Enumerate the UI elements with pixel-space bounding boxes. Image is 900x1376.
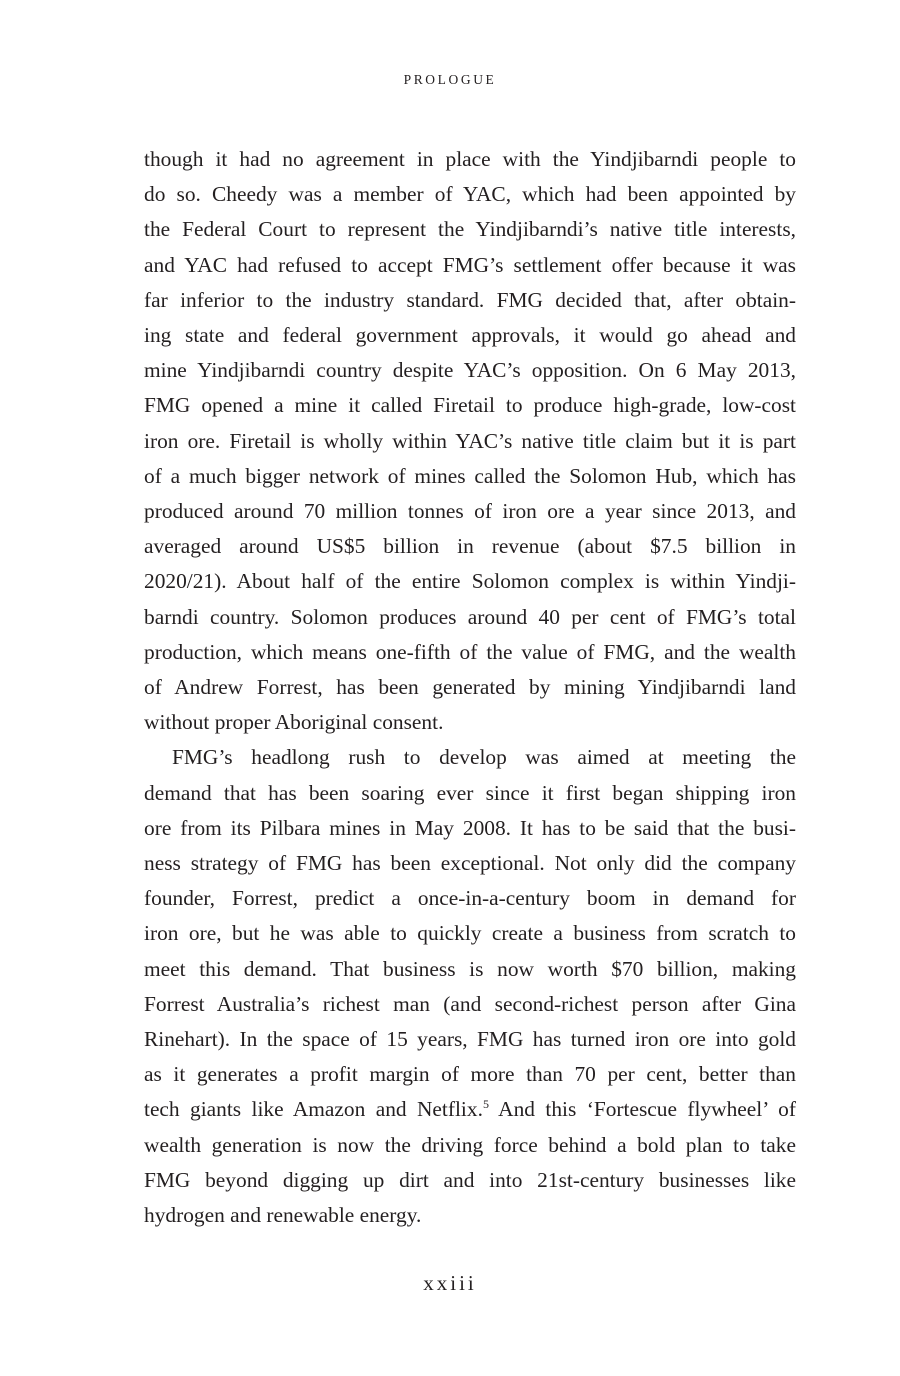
- text-line: 2020/21). About half of the entire Solomon complex is within Yindji-: [144, 569, 796, 594]
- text-line: [144, 1092, 796, 1127]
- footnote-marker[interactable]: 5: [482, 1097, 489, 1112]
- paragraph-2: [144, 740, 796, 1233]
- text-line: iron ore. Firetail is wholly within YAC’s native title claim but it is part: [144, 428, 796, 453]
- text-line: produced around 70 million tonnes of iron ore a year since 2013, and: [144, 499, 796, 524]
- text-line: ore from its Pilbara mines in May 2008. It has to be said that the busi-: [144, 815, 796, 840]
- text-line: the Federal Court to represent the Yindjibarndi’s native title interests,: [144, 217, 796, 242]
- text-line: of a much bigger network of mines called the Solomon Hub, which has: [144, 463, 796, 488]
- text-line: FMG’s headlong rush to develop was aimed at meeting the: [172, 745, 796, 770]
- text-line: barndi country. Solomon produces around 40 per cent of FMG’s total: [144, 604, 796, 629]
- text-line: FMG beyond digging up dirt and into 21st-century businesses like: [144, 1167, 796, 1192]
- text-line: mine Yindjibarndi country despite YAC’s opposition. On 6 May 2013,: [144, 358, 796, 383]
- text-line: FMG opened a mine it called Firetail to produce high-grade, low-cost: [144, 393, 796, 418]
- text-line: wealth generation is now the driving force behind a bold plan to take: [144, 1132, 796, 1157]
- text-line: though it had no agreement in place with the Yindjibarndi people to: [144, 147, 796, 171]
- text-line: Rinehart). In the space of 15 years, FMG has turned iron ore into gold: [144, 1027, 796, 1052]
- text-fragment: And this ‘Fortescue flywheel’ of: [488, 1097, 796, 1122]
- text-line: without proper Aboriginal consent.: [144, 710, 444, 735]
- text-line: founder, Forrest, predict a once-in-a-century boom in demand for: [144, 886, 796, 911]
- text-line: iron ore, but he was able to quickly create a business from scratch to: [144, 921, 796, 946]
- text-line: of Andrew Forrest, has been generated by mining Yindjibarndi land: [144, 675, 796, 700]
- text-line: do so. Cheedy was a member of YAC, which had been appointed by: [144, 182, 796, 207]
- text-line: averaged around US$5 billion in revenue (about $7.5 billion in: [144, 534, 796, 559]
- text-line: and YAC had refused to accept FMG’s settlement offer because it was: [144, 252, 796, 277]
- paragraph-1: [144, 142, 796, 740]
- text-line: as it generates a profit margin of more than 70 per cent, better than: [144, 1062, 796, 1087]
- text-line: far inferior to the industry standard. FMG decided that, after obtain-: [144, 287, 796, 312]
- text-line: production, which means one-fifth of the value of FMG, and the wealth: [144, 639, 796, 664]
- body-text: [144, 142, 796, 1233]
- text-fragment: tech giants like Amazon and Netflix.: [144, 1097, 483, 1122]
- text-line: hydrogen and renewable energy.: [144, 1203, 422, 1228]
- page-number: xxiii: [423, 1271, 477, 1295]
- text-line: ing state and federal government approvals, it would go ahead and: [144, 323, 796, 348]
- text-line: meet this demand. That business is now worth $70 billion, making: [144, 956, 796, 981]
- text-line: Forrest Australia’s richest man (and second-richest person after Gina: [144, 991, 796, 1016]
- running-head: PROLOGUE: [403, 72, 497, 87]
- text-line: ness strategy of FMG has been exceptional. Not only did the company: [144, 851, 796, 876]
- text-line: demand that has been soaring ever since it first began shipping iron: [144, 780, 796, 805]
